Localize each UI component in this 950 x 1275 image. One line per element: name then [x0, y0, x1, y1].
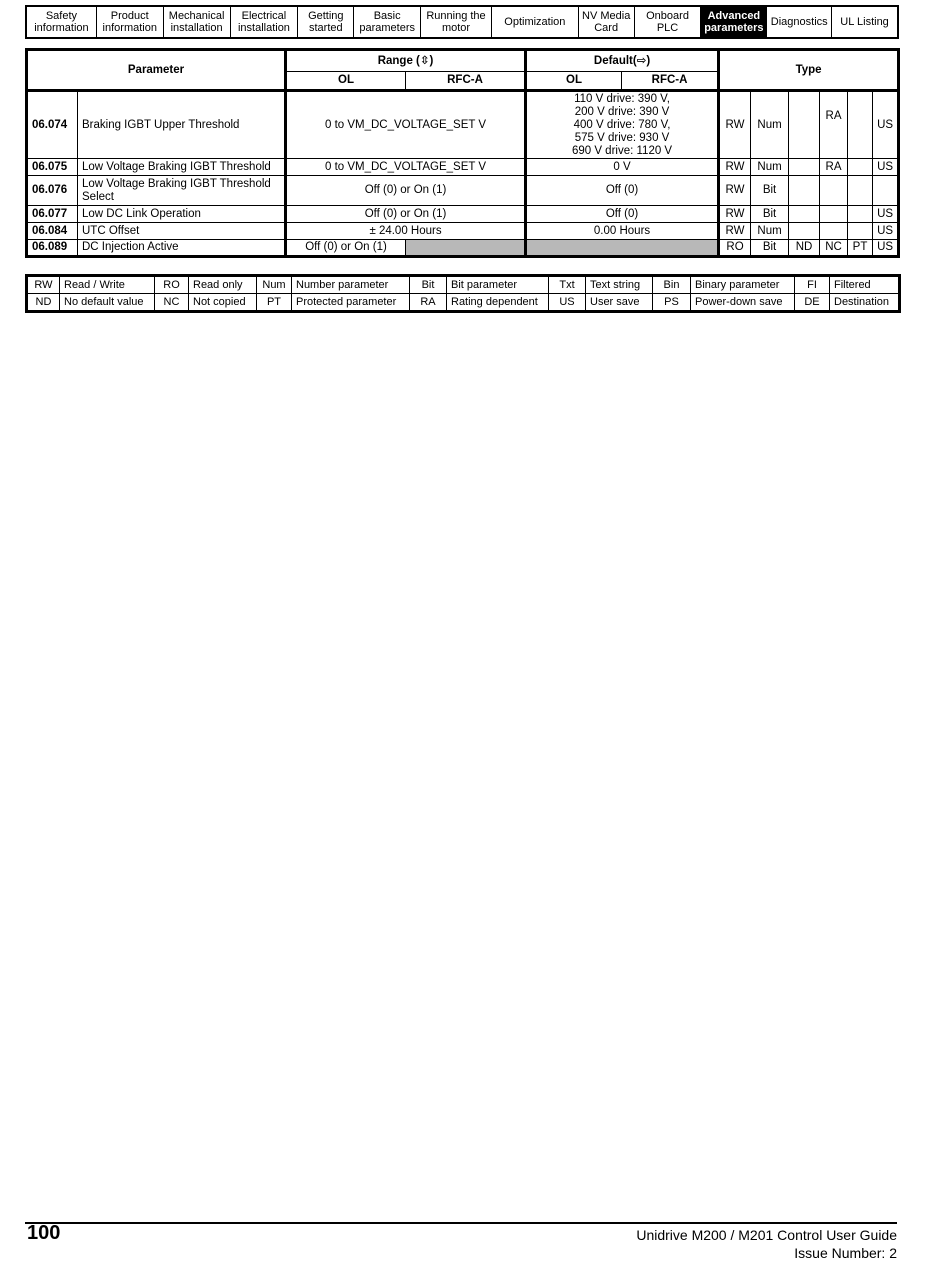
header-row-1 [27, 50, 899, 72]
type-flag: RW [719, 223, 751, 240]
legend-value: Protected parameter [292, 294, 410, 312]
range-value: Off (0) or On (1) [286, 206, 526, 223]
tab-mechanical-installation[interactable]: Mechanical installation [164, 7, 231, 37]
document-issue: Issue Number: 2 [794, 1245, 897, 1261]
legend-key: FI [795, 276, 830, 294]
type-flag [848, 206, 873, 223]
type-flag [789, 223, 820, 240]
parameter-name: Braking IGBT Upper Threshold [78, 91, 286, 159]
legend-key: US [549, 294, 586, 312]
abbreviation-legend [25, 274, 901, 313]
legend-key: PT [257, 294, 292, 312]
type-header: Type [719, 50, 899, 91]
legend-value: No default value [60, 294, 155, 312]
tab-ul-listing[interactable]: UL Listing [840, 16, 889, 28]
legend-key: PS [653, 294, 691, 312]
legend-key: Txt [549, 276, 586, 294]
legend-key: NC [155, 294, 189, 312]
type-flag [820, 206, 848, 223]
parameter-number: 06.084 [27, 223, 78, 240]
type-flag: Bit [751, 240, 789, 257]
parameter-name: UTC Offset [78, 223, 286, 240]
range-value: Off (0) or On (1) [286, 176, 526, 206]
legend-value: Rating dependent [447, 294, 549, 312]
type-flag [789, 176, 820, 206]
tab-electrical-installation[interactable]: Electrical installation [231, 7, 299, 37]
legend-value: Not copied [189, 294, 257, 312]
table-row [27, 159, 899, 176]
type-flag [848, 176, 873, 206]
document-title: Unidrive M200 / M201 Control User Guide [636, 1227, 897, 1243]
range-value: ± 24.00 Hours [286, 223, 526, 240]
default-ol-header: OL [526, 72, 622, 91]
default-unavailable [526, 240, 719, 257]
type-flag: US [873, 240, 899, 257]
type-flag: RA [820, 91, 848, 159]
legend-value: User save [586, 294, 653, 312]
legend-value: Read / Write [60, 276, 155, 294]
type-flag [848, 223, 873, 240]
type-flag: RW [719, 176, 751, 206]
default-value: Off (0) [526, 176, 719, 206]
parameter-name: Low DC Link Operation [78, 206, 286, 223]
range-rfca-header: RFC-A [406, 72, 526, 91]
tab-product-information[interactable]: Product information [97, 7, 164, 37]
page-number: 100 [27, 1222, 61, 1244]
range-ol-value: Off (0) or On (1) [286, 240, 406, 257]
parameter-header: Parameter [27, 50, 286, 91]
range-value: 0 to VM_DC_VOLTAGE_SET V [286, 159, 526, 176]
range-rfca-unavailable [406, 240, 526, 257]
legend-key: DE [795, 294, 830, 312]
type-flag [789, 206, 820, 223]
type-flag [789, 159, 820, 176]
legend-value: Power-down save [691, 294, 795, 312]
range-header: Range (⇳) [286, 50, 526, 72]
type-flag [848, 159, 873, 176]
parameter-number: 06.075 [27, 159, 78, 176]
tab-running-the-motor[interactable]: Running the motor [421, 7, 492, 37]
type-flag: Num [751, 91, 789, 159]
tab-onboard-plc[interactable]: Onboard PLC [635, 7, 702, 37]
type-flag: US [873, 206, 899, 223]
legend-value: Text string [586, 276, 653, 294]
legend-value: Read only [189, 276, 257, 294]
default-value: Off (0) [526, 206, 719, 223]
type-flag: RW [719, 206, 751, 223]
type-flag: Num [751, 159, 789, 176]
type-flag: RW [719, 159, 751, 176]
legend-key: RO [155, 276, 189, 294]
type-flag: RA [820, 159, 848, 176]
parameter-number: 06.089 [27, 240, 78, 257]
tab-basic-parameters[interactable]: Basic parameters [354, 7, 421, 37]
type-flag [820, 223, 848, 240]
parameter-name: DC Injection Active [78, 240, 286, 257]
type-flag: RW [719, 91, 751, 159]
type-flag: PT [848, 240, 873, 257]
type-flag: US [873, 159, 899, 176]
legend-value: Bit parameter [447, 276, 549, 294]
default-value: 110 V drive: 390 V, 200 V drive: 390 V 400 V drive: 780 V, 575 V drive: 930 V 690 V drive: 1120 V [526, 91, 719, 159]
tab-optimization[interactable]: Optimization [492, 7, 579, 37]
legend-key: Bit [410, 276, 447, 294]
legend-value: Number parameter [292, 276, 410, 294]
type-flag: Num [751, 223, 789, 240]
table-row [27, 176, 899, 206]
legend-value: Binary parameter [691, 276, 795, 294]
tab-advanced-parameters[interactable]: Advanced parameters [701, 7, 767, 37]
type-flag [848, 91, 873, 159]
footer-divider [25, 1222, 897, 1224]
legend-value: Destination [830, 294, 900, 312]
type-flag: Bit [751, 206, 789, 223]
type-flag [789, 91, 820, 159]
table-row [27, 223, 899, 240]
default-value: 0 V [526, 159, 719, 176]
range-ol-header: OL [286, 72, 406, 91]
parameter-number: 06.076 [27, 176, 78, 206]
type-flag: NC [820, 240, 848, 257]
type-flag [873, 176, 899, 206]
legend-key: RW [27, 276, 60, 294]
chapter-navigation [25, 5, 899, 39]
tab-diagnostics[interactable]: Diagnostics [767, 7, 832, 37]
parameter-number: 06.077 [27, 206, 78, 223]
table-row [27, 91, 899, 159]
type-flag [820, 176, 848, 206]
tab-getting-started[interactable]: Getting started [298, 7, 354, 37]
parameter-name: Low Voltage Braking IGBT Threshold [78, 159, 286, 176]
legend-key: ND [27, 294, 60, 312]
legend-key: Num [257, 276, 292, 294]
legend-key: RA [410, 294, 447, 312]
type-flag: ND [789, 240, 820, 257]
parameter-number: 06.074 [27, 91, 78, 159]
default-value: 0.00 Hours [526, 223, 719, 240]
legend-key: Bin [653, 276, 691, 294]
type-flag: US [873, 91, 899, 159]
legend-row [27, 276, 900, 294]
type-flag: US [873, 223, 899, 240]
range-value: 0 to VM_DC_VOLTAGE_SET V [286, 91, 526, 159]
legend-row [27, 294, 900, 312]
parameter-table [25, 48, 900, 258]
tab-safety-information[interactable]: Safety information [27, 7, 97, 37]
table-row [27, 206, 899, 223]
default-header: Default(⇨) [526, 50, 719, 72]
tab-nv-media-card[interactable]: NV Media Card [579, 7, 635, 37]
table-row [27, 240, 899, 257]
parameter-name: Low Voltage Braking IGBT Threshold Select [78, 176, 286, 206]
legend-value: Filtered [830, 276, 900, 294]
type-flag: Bit [751, 176, 789, 206]
default-rfca-header: RFC-A [622, 72, 719, 91]
type-flag: RO [719, 240, 751, 257]
